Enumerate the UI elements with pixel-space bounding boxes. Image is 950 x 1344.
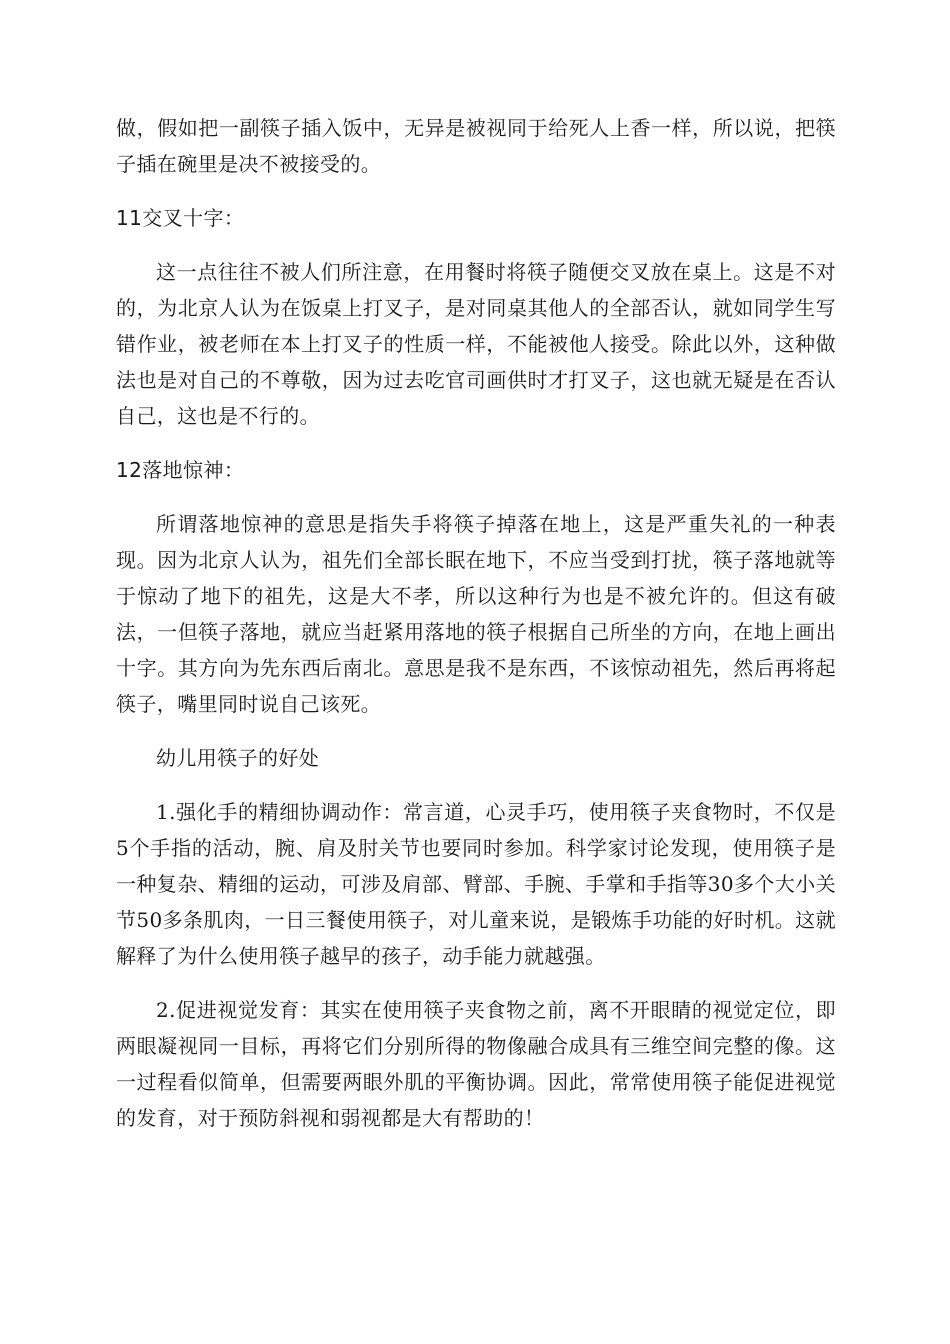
section-heading-11: 11交叉十字：	[116, 206, 245, 230]
benefit-item-1: 1.强化手的精细协调动作：常言道，心灵手巧，使用筷子夹食物时，不仅是5个手指的活动，腕、肩及肘关节也要同时参加。科学家讨论发现，使用筷子是一种复杂、精细的运动，可涉及肩部、臂部、手腕、手掌和手指等30多个大小关节50多条肌肉，一日三餐使用筷子，对儿童来说，是锻炼手功能的好时机。这就解释了为什么使用筷子越早的孩子，动手能力就越强。	[116, 800, 836, 968]
benefit-item-2: 2.促进视觉发育：其实在使用筷子夹食物之前，离不开眼睛的视觉定位，即两眼凝视同一目标，再将它们分别所得的物像融合成具有三维空间完整的像。这一过程看似简单，但需要两眼外肌的平衡协调。因此，常常使用筷子能促进视觉的发育，对于预防斜视和弱视都是大有帮助的！	[116, 998, 836, 1130]
section-heading-12: 12落地惊神：	[116, 458, 245, 482]
paragraph-cross-chopsticks: 这一点往往不被人们所注意，在用餐时将筷子随便交叉放在桌上。这是不对的，为北京人认为在饭桌上打叉子，是对同桌其他人的全部否认，就如同学生写错作业，被老师在本上打叉子的性质一样，不能被他人接受。除此以外，这种做法也是对自己的不尊敬，因为过去吃官司画供时才打叉子，这也就无疑是在否认自己，这也是不行的。	[116, 260, 836, 428]
paragraph-continuation: 做，假如把一副筷子插入饭中，无异是被视同于给死人上香一样，所以说，把筷子插在碗里是决不被接受的。	[116, 116, 836, 176]
paragraph-dropped-chopsticks: 所谓落地惊神的意思是指失手将筷子掉落在地上，这是严重失礼的一种表现。因为北京人认为，祖先们全部长眠在地下，不应当受到打扰，筷子落地就等于惊动了地下的祖先，这是大不孝，所以这种行为也是不被允许的。但这有破法，一但筷子落地，就应当赶紧用落地的筷子根据自己所坐的方向，在地上画出十字。其方向为先东西后南北。意思是我不是东西，不该惊动祖先，然后再将起筷子，嘴里同时说自己该死。	[116, 512, 836, 716]
document-page	[116, 110, 836, 1136]
benefits-title: 幼儿用筷子的好处	[156, 746, 320, 770]
